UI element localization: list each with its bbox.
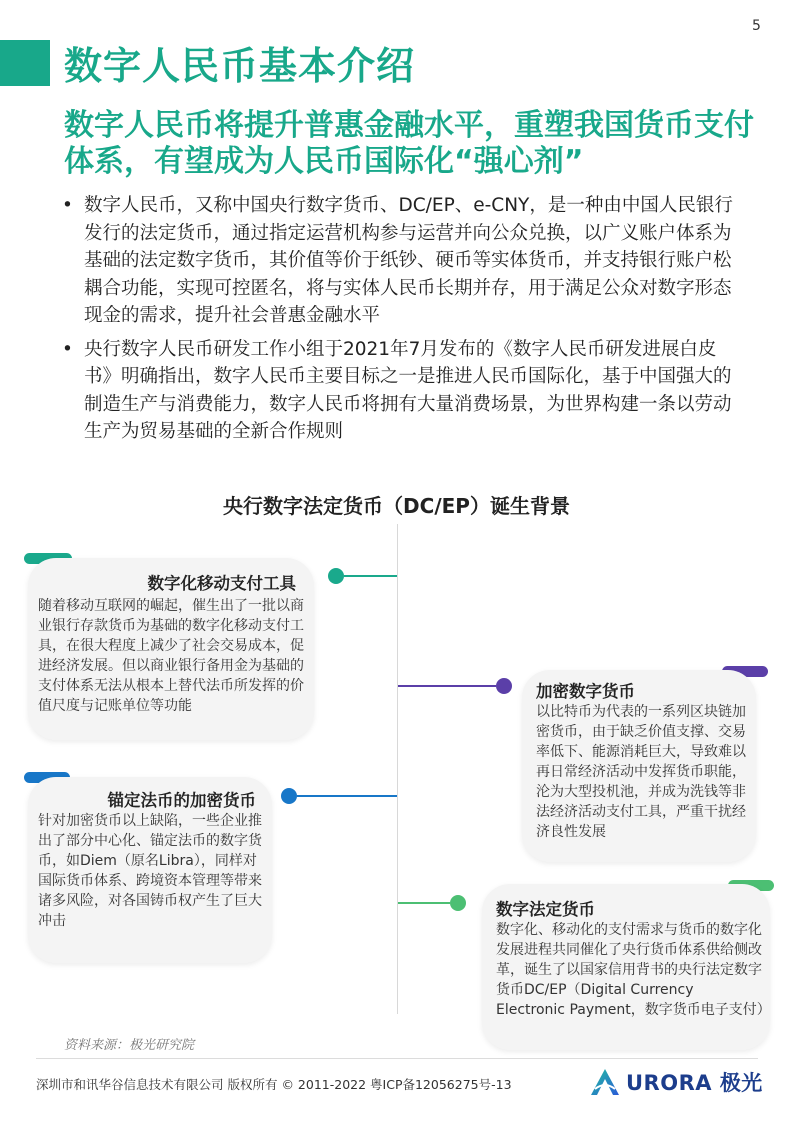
card-legal-digital-currency bbox=[482, 884, 770, 1050]
page-number: 5 bbox=[752, 18, 761, 34]
bullet-item bbox=[62, 192, 742, 330]
timeline-node bbox=[281, 788, 297, 804]
card-crypto-currency bbox=[522, 670, 756, 862]
bullet-list bbox=[62, 192, 742, 452]
aurora-logo-icon bbox=[588, 1067, 622, 1097]
timeline-node bbox=[450, 895, 466, 911]
card-mobile-payment bbox=[28, 558, 314, 740]
card-title: 锚定法币的加密货币 bbox=[107, 791, 256, 810]
connector-line bbox=[297, 795, 397, 797]
bullet-dot: • bbox=[62, 338, 73, 360]
connector-line bbox=[344, 575, 397, 577]
card-text: 数字化、移动化的支付需求与货币的数字化发展进程共同催化了央行货币体系供给侧改革，诞生了以国家信用背书的央行法定数字货币DC/EP（Digital Currency Electronic Payment，数字货币电子支付） bbox=[496, 922, 771, 1018]
title-accent-bar bbox=[0, 40, 50, 86]
diagram-title: 央行数字法定货币（DC/EP）诞生背景 bbox=[223, 494, 570, 518]
footer-divider bbox=[36, 1058, 758, 1059]
connector-line bbox=[398, 685, 496, 687]
bullet-item bbox=[62, 336, 742, 446]
card-fiat-backed-crypto bbox=[28, 777, 272, 963]
bullet-dot: • bbox=[62, 195, 73, 216]
card-title: 数字法定货币 bbox=[496, 900, 595, 919]
timeline-node bbox=[328, 568, 344, 584]
card-text: 针对加密货币以上缺陷，一些企业推出了部分中心化、锚定法币的数字货币，如Diem（原名Libra），同样对国际货币体系、跨境资本管理等带来诸多风险，对各国铸币权产生了巨大冲击 bbox=[38, 813, 262, 929]
footer-copyright: 深圳市和讯华谷信息技术有限公司 版权所有 © 2011-2022 粤ICP备12056275号-13 bbox=[36, 1077, 512, 1092]
page-title: 数字人民币基本介绍 bbox=[64, 44, 416, 88]
timeline-axis bbox=[397, 524, 398, 1014]
timeline-node bbox=[496, 678, 512, 694]
logo-text: URORA 极光 bbox=[626, 1071, 763, 1095]
card-title: 数字化移动支付工具 bbox=[147, 574, 296, 593]
card-title: 加密数字货币 bbox=[536, 682, 635, 701]
bullet-text: 央行数字人民币研发工作小组于2021年7月发布的《数字人民币研发进展白皮书》明确指出，数字人民币主要目标之一是推进人民币国际化，基于中国强大的制造生产与消费能力，数字人民币将拥有大量消费场景，为世界构建一条以劳动生产为贸易基础的全新合作规则 bbox=[84, 338, 732, 442]
source-note: 资料来源：极光研究院 bbox=[64, 1038, 195, 1053]
card-text: 随着移动互联网的崛起，催生出了一批以商业银行存款货币为基础的数字化移动支付工具，在很大程度上减少了社会交易成本，促进经济发展。但以商业银行备用金为基础的支付体系无法从根本上替代法币所发挥的价值尺度与记账单位等功能 bbox=[38, 598, 304, 714]
connector-line bbox=[398, 902, 450, 904]
aurora-logo bbox=[588, 1064, 763, 1100]
card-text: 以比特币为代表的一系列区块链加密货币，由于缺乏价值支撑、交易率低下、能源消耗巨大，导致难以再日常经济活动中发挥货币职能，沦为大型投机池，并成为洗钱等非法经济活动支付工具，严重干扰经济良性发展 bbox=[536, 704, 746, 840]
bullet-text: 数字人民币，又称中国央行数字货币、DC/EP、e-CNY，是一种由中国人民银行发行的法定货币，通过指定运营机构参与运营并向公众兑换，以广义账户体系为基础的法定数字货币，其价值等价于纸钞、硬币等实体货币，并支持银行账户松耦合功能，实现可控匿名，将与实体人民币长期并存，用于满足公众对数字形态现金的需求，提升社会普惠金融水平 bbox=[84, 195, 733, 326]
subtitle: 数字人民币将提升普惠金融水平，重塑我国货币支付体系，有望成为人民币国际化“强心剂” bbox=[64, 108, 754, 179]
